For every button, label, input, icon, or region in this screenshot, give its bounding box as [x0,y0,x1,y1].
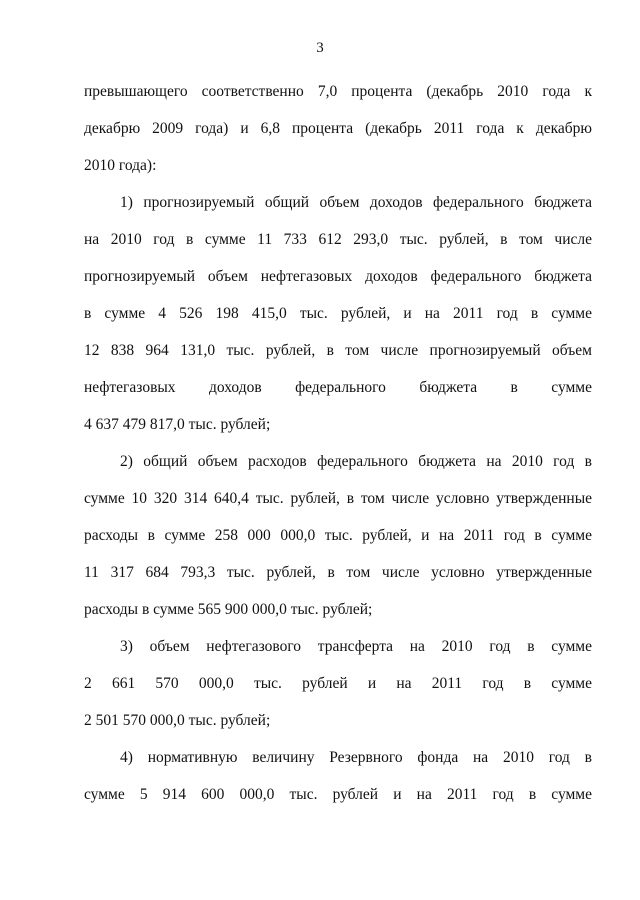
text-line: 2 501 570 000,0 тыс. рублей; [84,712,271,729]
text-line: 4 637 479 817,0 тыс. рублей; [84,416,271,433]
text-line: расходы в сумме 258 000 000,0 тыс. рублей, и на 2011 год в сумме [84,527,592,544]
text-line: декабрю 2009 года) и 6,8 процента (декабрь 2011 года к декабрю [84,120,592,137]
text-line: 2 661 570 000,0 тыс. рублей и на 2011 год в сумме [84,675,592,692]
text-line: 2010 года): [84,157,157,174]
list-item-start: 1) прогнозируемый общий объем доходов федерального бюджета [120,194,592,211]
list-item-start: 3) объем нефтегазового трансферта на 2010 год в сумме [120,638,592,655]
text-line: нефтегазовых доходов федерального бюджета в сумме [84,379,592,396]
text-line: сумме 5 914 600 000,0 тыс. рублей и на 2011 год в сумме [84,786,592,803]
text-line: расходы в сумме 565 900 000,0 тыс. рублей; [84,601,373,618]
text-line: на 2010 год в сумме 11 733 612 293,0 тыс. рублей, в том числе [84,231,592,248]
text-line: прогнозируемый объем нефтегазовых доходов федерального бюджета [84,268,592,285]
text-line: 11 317 684 793,3 тыс. рублей, в том числе условно утвержденные [84,564,592,581]
text-line: в сумме 4 526 198 415,0 тыс. рублей, и на 2011 год в сумме [84,305,592,322]
text-line: сумме 10 320 314 640,4 тыс. рублей, в том числе условно утвержденные [84,490,592,507]
list-item-start: 2) общий объем расходов федерального бюджета на 2010 год в [120,453,592,470]
page-number: 3 [316,40,324,56]
list-item-start: 4) нормативную величину Резервного фонда на 2010 год в [120,749,592,766]
text-line: 12 838 964 131,0 тыс. рублей, в том числе прогнозируемый объем [84,342,592,359]
text-line: превышающего соответственно 7,0 процента (декабрь 2010 года к [84,83,592,100]
